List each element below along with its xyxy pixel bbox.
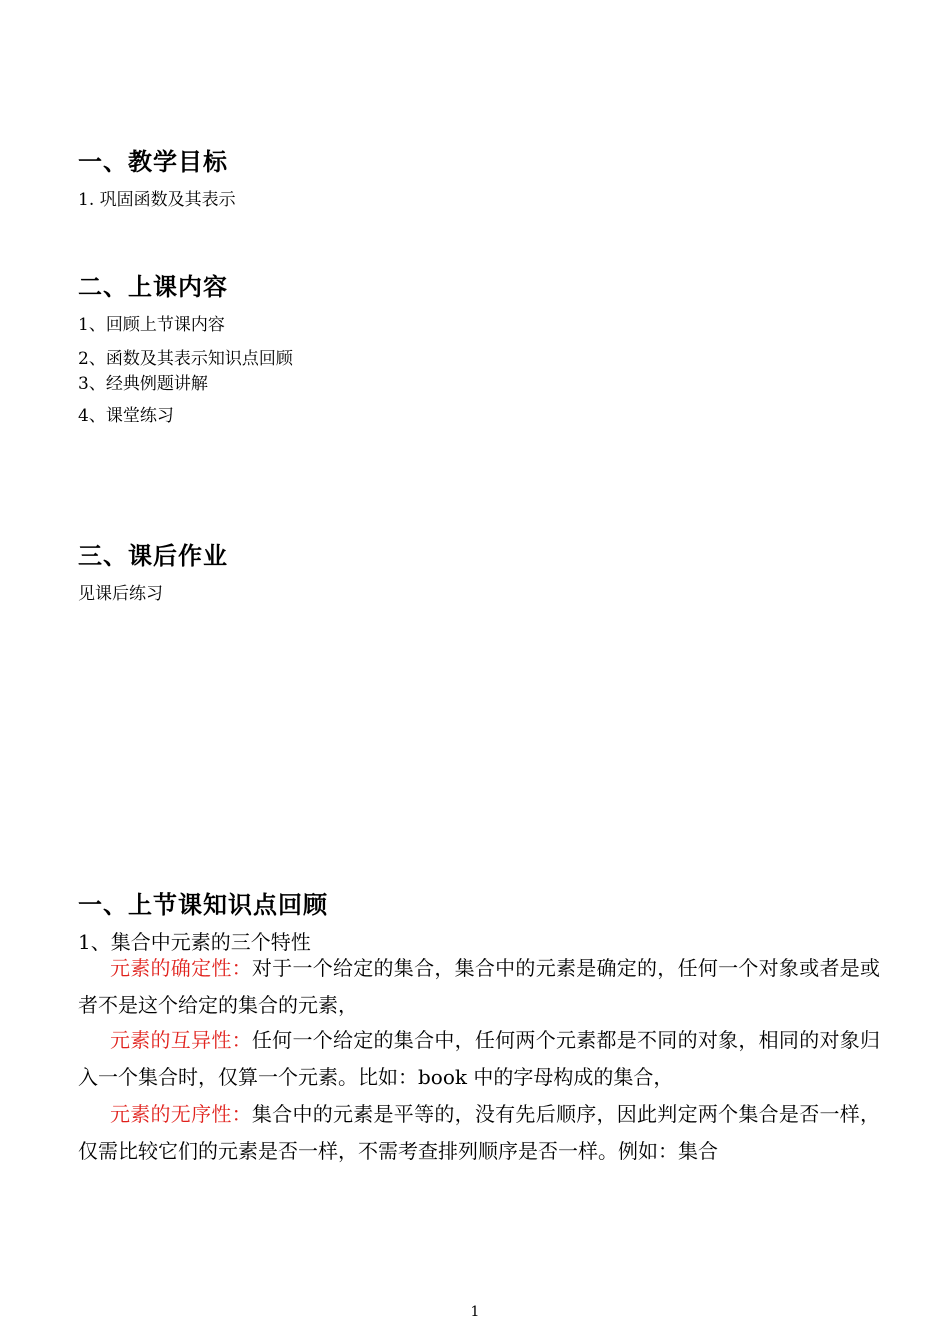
property-text: 对于一个给定的集合，集合中的元素是确定的，任何一个对象或者是或者不是这个给定的集合的元素，: [78, 956, 881, 1017]
property-paragraph-determinacy: [78, 950, 880, 1024]
content-item-3: 3、经典例题讲解: [78, 374, 208, 394]
content-item-4: 4、课堂练习: [78, 406, 174, 426]
homework-item-1: 见课后练习: [78, 584, 163, 604]
review-heading: 一、上节课知识点回顾: [78, 891, 328, 919]
property-text: 集合中的元素是平等的，没有先后顺序，因此判定两个集合是否一样，仅需比较它们的元素是否一样，不需考查排列顺序是否一样。例如：集合: [78, 1102, 881, 1163]
property-term: 元素的确定性：: [110, 956, 252, 980]
section-heading-goal: 一、教学目标: [78, 148, 228, 176]
property-paragraph-unordered: [78, 1096, 880, 1170]
content-item-1: 1、回顾上节课内容: [78, 315, 225, 335]
page-number: 1: [470, 1304, 480, 1320]
content-item-2: 2、函数及其表示知识点回顾: [78, 349, 293, 369]
property-text: 任何一个给定的集合中，任何两个元素都是不同的对象，相同的对象归入一个集合时，仅算一个元素。比如：book 中的字母构成的集合，: [78, 1028, 881, 1089]
section-heading-content: 二、上课内容: [78, 273, 228, 301]
property-term: 元素的无序性：: [110, 1102, 252, 1126]
review-subtitle: 1、集合中元素的三个特性: [78, 930, 311, 954]
property-term: 元素的互异性：: [110, 1028, 252, 1052]
goal-item-1: 1. 巩固函数及其表示: [78, 190, 236, 210]
section-heading-homework: 三、课后作业: [78, 542, 228, 570]
property-paragraph-distinctness: [78, 1022, 880, 1096]
